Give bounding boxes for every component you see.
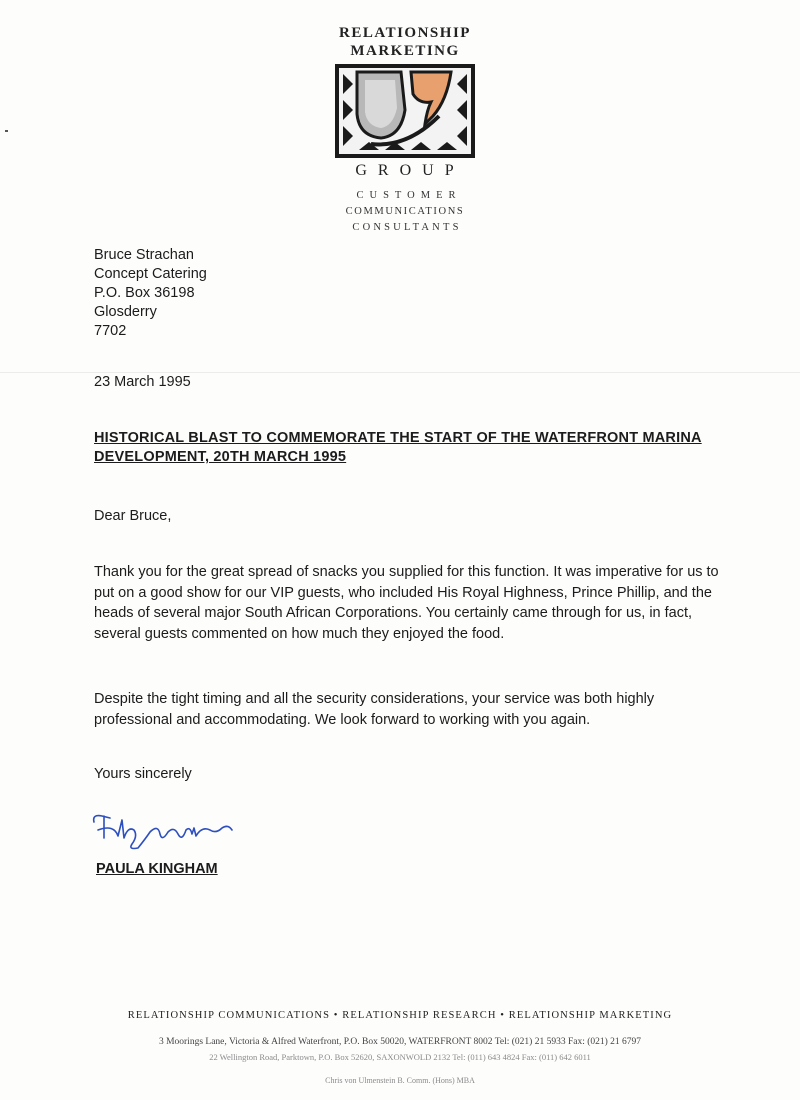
recipient-address — [94, 246, 207, 341]
tagline-line2: COMMUNICATIONS — [345, 206, 465, 217]
recipient-suburb: Glosderry — [94, 304, 157, 320]
signer-name: PAULA KINGHAM — [96, 861, 218, 877]
scan-mark — [5, 130, 8, 132]
rmg-logo-icon — [335, 64, 475, 158]
footer-directors: Chris von Ulmenstein B. Comm. (Hons) MBA — [325, 1076, 475, 1085]
salutation: Dear Bruce, — [94, 508, 172, 524]
recipient-po-box: P.O. Box 36198 — [94, 285, 195, 301]
closing: Yours sincerely — [94, 766, 192, 782]
group-word: GROUP — [355, 162, 465, 179]
subject-heading: HISTORICAL BLAST TO COMMEMORATE THE START OF THE WATERFRONT MARINA DEVELOPMENT, 20TH MARCH 1995 — [94, 430, 702, 465]
company-name-line2: MARKETING — [350, 43, 460, 59]
footer-address-parktown: 22 Wellington Road, Parktown, P.O. Box 52620, SAXONWOLD 2132 Tel: (011) 643 4824 Fax: (011) 642 6011 — [209, 1052, 591, 1062]
recipient-postcode: 7702 — [94, 323, 127, 339]
body-paragraph: Despite the tight timing and all the security considerations, your service was both highly professional and accommodating. We look forward to working with you again. — [94, 691, 655, 728]
tagline-line3: CONSULTANTS — [352, 222, 462, 233]
company-name-line1: RELATIONSHIP — [339, 25, 471, 41]
letterhead — [325, 24, 485, 236]
recipient-name: Bruce Strachan — [94, 247, 194, 263]
recipient-company: Concept Catering — [94, 266, 207, 282]
letter-date: 23 March 1995 — [94, 374, 191, 390]
footer-address-waterfront: 3 Moorings Lane, Victoria & Alfred Waterfront, P.O. Box 50020, WATERFRONT 8002 Tel: (021) 21 5933 Fax: (021) 21 6797 — [158, 1037, 642, 1047]
footer-services: RELATIONSHIP COMMUNICATIONS • RELATIONSHIP RESEARCH • RELATIONSHIP MARKETING — [127, 1010, 673, 1021]
handwritten-signature-icon — [88, 808, 248, 854]
tagline-line1: CUSTOMER — [356, 190, 462, 201]
body-paragraph: Thank you for the great spread of snacks you supplied for this function. It was imperative for us to put on a good show for our VIP guests, who included His Royal Highness, Prince Phillip, and the heads of several major South African Corporations. You certainly came through for us, in fact, several guests commented on how much they enjoyed the food. — [94, 564, 719, 642]
fold-line — [0, 372, 800, 373]
